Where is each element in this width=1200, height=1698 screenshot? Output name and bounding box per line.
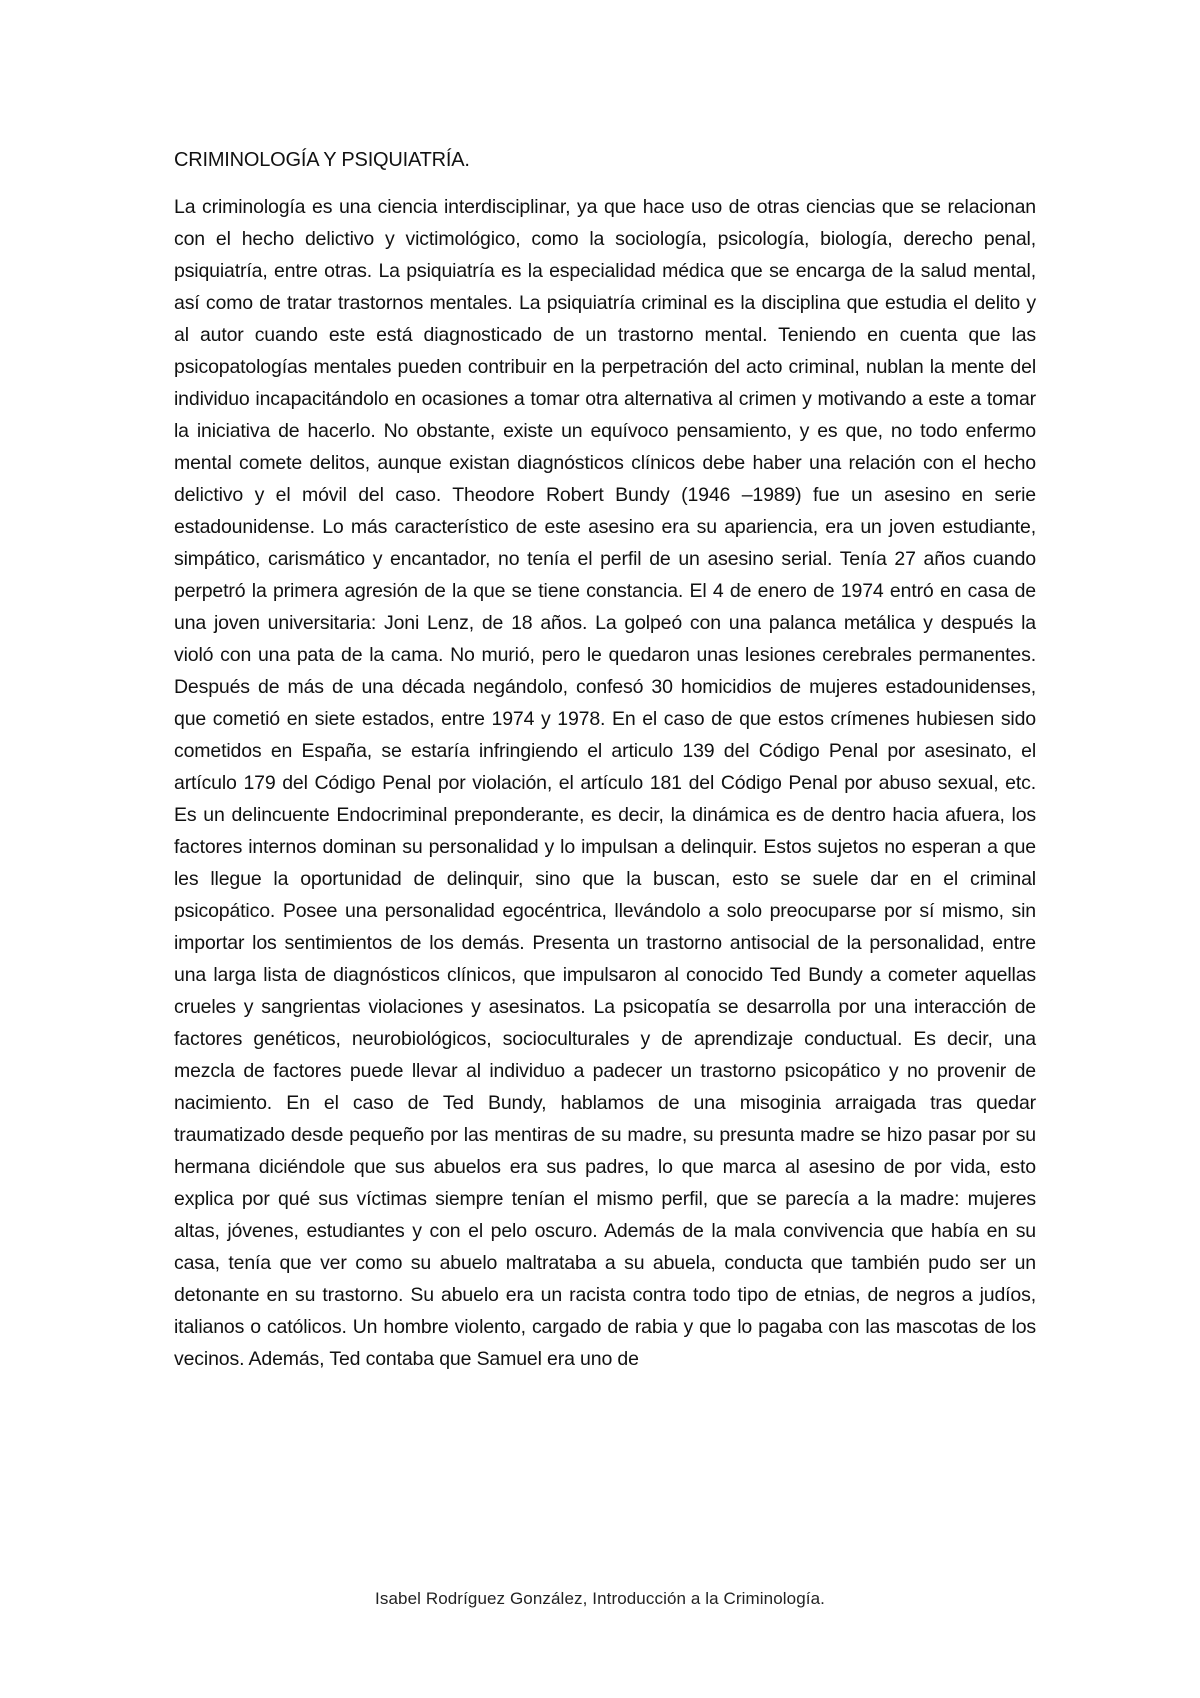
document-title: CRIMINOLOGÍA Y PSIQUIATRÍA. [174,149,470,171]
body-paragraph: La criminología es una ciencia interdisciplinar, ya que hace uso de otras ciencias que se relacionan con el hecho delictivo y victimológico, como la sociología, psicología, biología, derecho penal, psiquiatría, entre otras. La psiquiatría es la especialidad médica que se encarga de la salud mental, así como de tratar trastornos mentales. La psiquiatría criminal es la disciplina que estudia el delito y al autor cuando este está diagnosticado de un trastorno mental. Teniendo en cuenta que las psicopatologías mentales pueden contribuir en la perpetración del acto criminal, nublan la mente del individuo incapacitándolo en ocasiones a tomar otra alternativa al crimen y motivando a este a tomar la iniciativa de hacerlo. No obstante, existe un equívoco pensamiento, y es que, no todo enfermo mental comete delitos, aunque existan diagnósticos clínicos debe haber una relación con el hecho delictivo y el móvil del caso. Theodore Robert Bundy (1946 –1989) fue un asesino en serie estadounidense. Lo más característico de este asesino era su apariencia, era un joven estudiante, simpático, carismático y encantador, no tenía el perfil de un asesino serial. Tenía 27 años cuando perpetró la primera agresión de la que se tiene constancia. El 4 de enero de 1974 entró en casa de una joven universitaria: Joni Lenz, de 18 años. La golpeó con una palanca metálica y después la violó con una pata de la cama. No murió, pero le quedaron unas lesiones cerebrales permanentes. Después de más de una década negándolo, confesó 30 homicidios de mujeres estadounidenses, que cometió en siete estados, entre 1974 y 1978. En el caso de que estos crímenes hubiesen sido cometidos en España, se estaría infringiendo el articulo 139 del Código Penal por asesinato, el artículo 179 del Código Penal por violación, el artículo 181 del Código Penal por abuso sexual, etc. Es un delincuente Endocriminal preponderante, es decir, la dinámica es de dentro hacia afuera, los factores internos dominan su personalidad y lo impulsan a delinquir. Estos sujetos no esperan a que les llegue la oportunidad de delinquir, sino que la buscan, esto se suele dar en el criminal psicopático. Posee una personalidad egocéntrica, llevándolo a solo preocuparse por sí mismo, sin importar los sentimientos de los demás. Presenta un trastorno antisocial de la personalidad, entre una larga lista de diagnósticos clínicos, que impulsaron al conocido Ted Bundy a cometer aquellas crueles y sangrientas violaciones y asesinatos. La psicopatía se desarrolla por una interacción de factores genéticos, neurobiológicos, socioculturales y de aprendizaje conductual. Es decir, una mezcla de factores puede llevar al individuo a padecer un trastorno psicopático y no provenir de nacimiento. En el caso de Ted Bundy, hablamos de una misoginia arraigada tras quedar traumatizado desde pequeño por las mentiras de su madre, su presunta madre se hizo pasar por su hermana diciéndole que sus abuelos era sus padres, lo que marca al asesino de por vida, esto explica por qué sus víctimas siempre tenían el mismo perfil, que se parecía a la madre: mujeres altas, jóvenes, estudiantes y con el pelo oscuro. Además de la mala convivencia que había en su casa, tenía que ver como su abuelo maltrataba a su abuela, conducta que también pudo ser un detonante en su trastorno. Su abuelo era un racista contra todo tipo de etnias, de negros a judíos, italianos o católicos. Un hombre violento, cargado de rabia y que lo pagaba con las mascotas de los vecinos. Además, Ted contaba que Samuel era uno de [174,196,1036,1370]
page-footer: Isabel Rodríguez González, Introducción a la Criminología. [375,1589,825,1608]
